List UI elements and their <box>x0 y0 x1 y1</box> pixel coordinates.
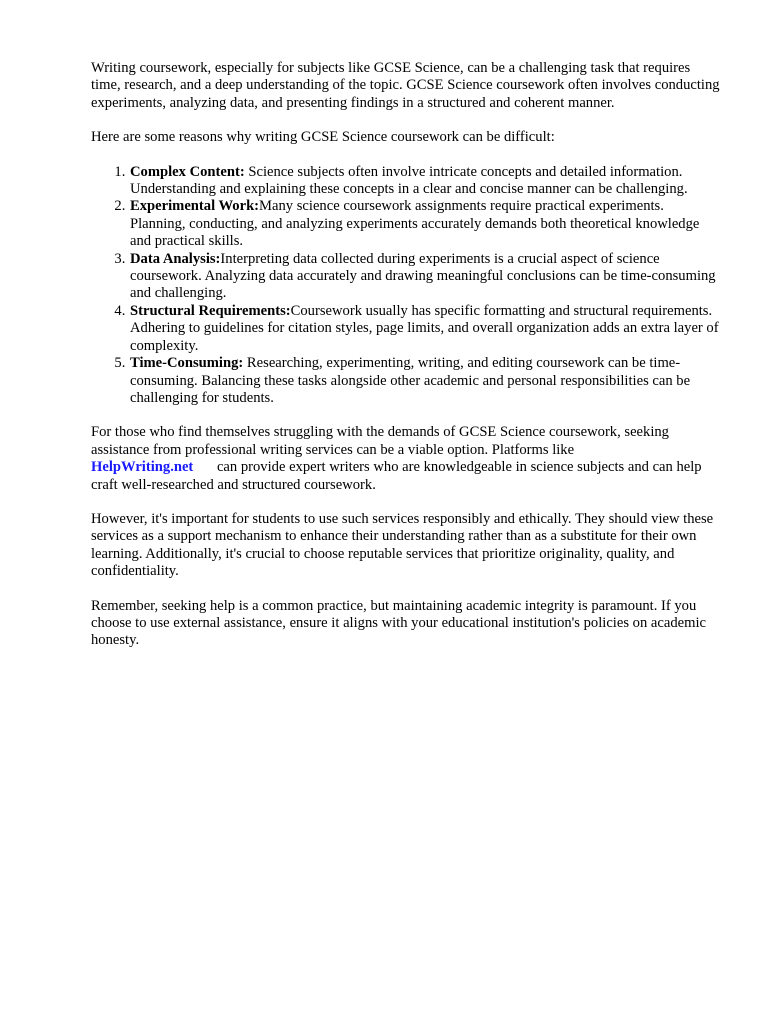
list-item <box>129 251 723 303</box>
list-item <box>129 198 723 250</box>
assistance-text-before: For those who find themselves struggling with the demands of GCSE Science coursework, seeking assistance from professional writing services can be a viable option. Platforms like <box>91 424 669 458</box>
intro-paragraph: Writing coursework, especially for subjects like GCSE Science, can be a challenging task that requires time, research, and a deep understanding of the topic. GCSE Science coursework often involves conducting experiments, analyzing data, and presenting findings in a structured and coherent manner. <box>91 60 720 111</box>
list-item <box>129 164 723 199</box>
closing-paragraph: Remember, seeking help is a common practice, but maintaining academic integrity is paramount. If you choose to use external assistance, ensure it aligns with your educational institution's policies on academic honesty. <box>91 597 706 649</box>
list-item <box>129 303 723 355</box>
reasons-heading: Here are some reasons why writing GCSE Science coursework can be difficult: <box>91 129 555 146</box>
list-item-text: Coursework usually has specific formatting and structural requirements. Adhering to guidelines for citation styles, page limits, and overall organization adds an extra layer of complexity. <box>130 302 719 354</box>
list-item-term: Experimental Work: <box>130 198 260 215</box>
responsibility-paragraph: However, it's important for students to use such services responsibly and ethically. They should view these services as a support mechanism to enhance their understanding rather than as a substitute for their own learning. Additionally, it's crucial to choose reputable services that prioritize originality, quality, and confidentiality. <box>91 510 714 580</box>
list-item <box>129 355 723 407</box>
assistance-text-after: can provide expert writers who are knowledgeable in science subjects and can help craft well-researched and structured coursework. <box>91 459 702 493</box>
list-item-term: Data Analysis: <box>130 250 221 267</box>
document-page <box>91 60 723 667</box>
helpwriting-link[interactable]: HelpWriting.net <box>91 459 194 476</box>
assistance-paragraph <box>91 424 723 494</box>
list-item-text: Researching, experimenting, writing, and editing coursework can be time-consuming. Balancing these tasks alongside other academic and personal responsibilities can be challenging for students. <box>130 355 691 406</box>
list-item-term: Time-Consuming: <box>130 355 244 372</box>
list-item-text: Many science coursework assignments require practical experiments. Planning, conducting, and analyzing experiments accurately demands both theoretical knowledge and practical skills. <box>130 198 700 250</box>
list-item-term: Structural Requirements: <box>130 302 291 319</box>
list-item-term: Complex Content: <box>130 163 245 180</box>
list-item-text: Science subjects often involve intricate concepts and detailed information. Understanding and explaining these concepts in a clear and concise manner can be challenging. <box>130 163 688 198</box>
reasons-list <box>91 164 723 408</box>
list-item-text: Interpreting data collected during experiments is a crucial aspect of science coursework. Analyzing data accurately and drawing meaningful conclusions can be time-consuming and challenging. <box>130 250 716 302</box>
